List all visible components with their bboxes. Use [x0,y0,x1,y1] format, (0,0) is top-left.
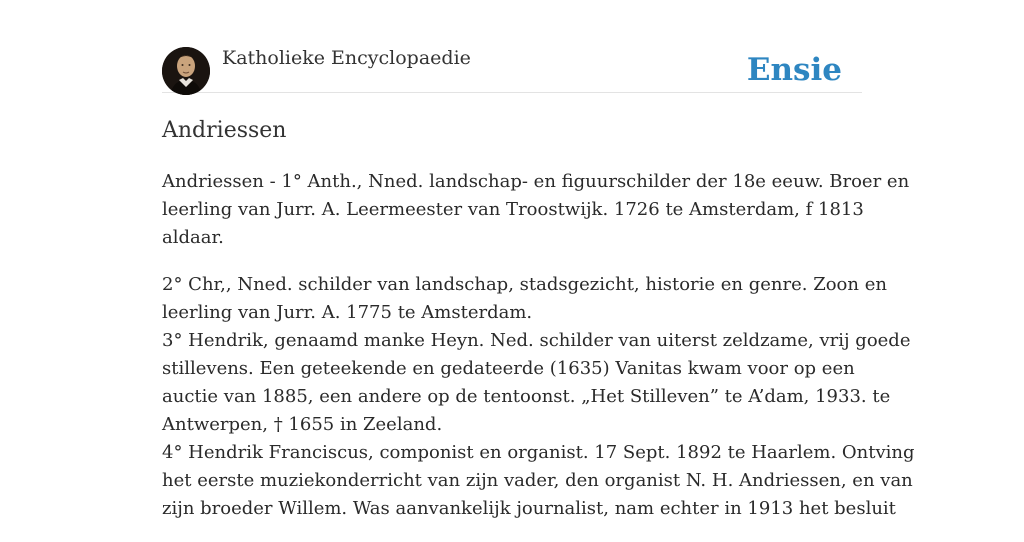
text-line: Andriessen - 1° Anth., Nned. landschap- en figuurschilder der 18e eeuw. Broer en [162,171,910,192]
paragraph-1 [162,168,910,252]
text-line: zijn broeder Willem. Was aanvankelijk journalist, nam echter in 1913 het besluit [162,498,896,519]
article-body [162,168,915,542]
portrait-avatar-icon[interactable] [162,47,210,95]
text-line: 3° Hendrik, genaamd manke Heyn. Ned. schilder van uiterst zeldzame, vrij goede [162,330,911,351]
text-line: auctie van 1885, een andere op de tentoonst. „Het Stilleven” te A’dam, 1933. te [162,386,891,407]
text-line: 2° Chr,, Nned. schilder van landschap, stadsgezicht, historie en genre. Zoon en [162,274,887,295]
text-line: Antwerpen, † 1655 in Zeeland. [162,414,443,435]
site-header [162,46,862,93]
site-name[interactable]: Katholieke Encyclopaedie [222,47,471,69]
text-line: stillevens. Een geteekende en gedateerde (1635) Vanitas kwam voor op een [162,358,855,379]
article-title: Andriessen [162,118,287,143]
text-line: het eerste muziekonderricht van zijn vader, den organist N. H. Andriessen, en van [162,470,913,491]
page [162,0,915,519]
text-line: 4° Hendrik Franciscus, componist en organist. 17 Sept. 1892 te Haarlem. Ontving [162,442,915,463]
brand-logo[interactable]: Ensie [746,52,842,88]
text-line: leerling van Jurr. A. Leermeester van Troostwijk. 1726 te Amsterdam, f 1813 [162,199,864,220]
text-line: aldaar. [162,227,224,248]
text-line: leerling van Jurr. A. 1775 te Amsterdam. [162,302,533,323]
paragraph-2 [162,271,915,523]
